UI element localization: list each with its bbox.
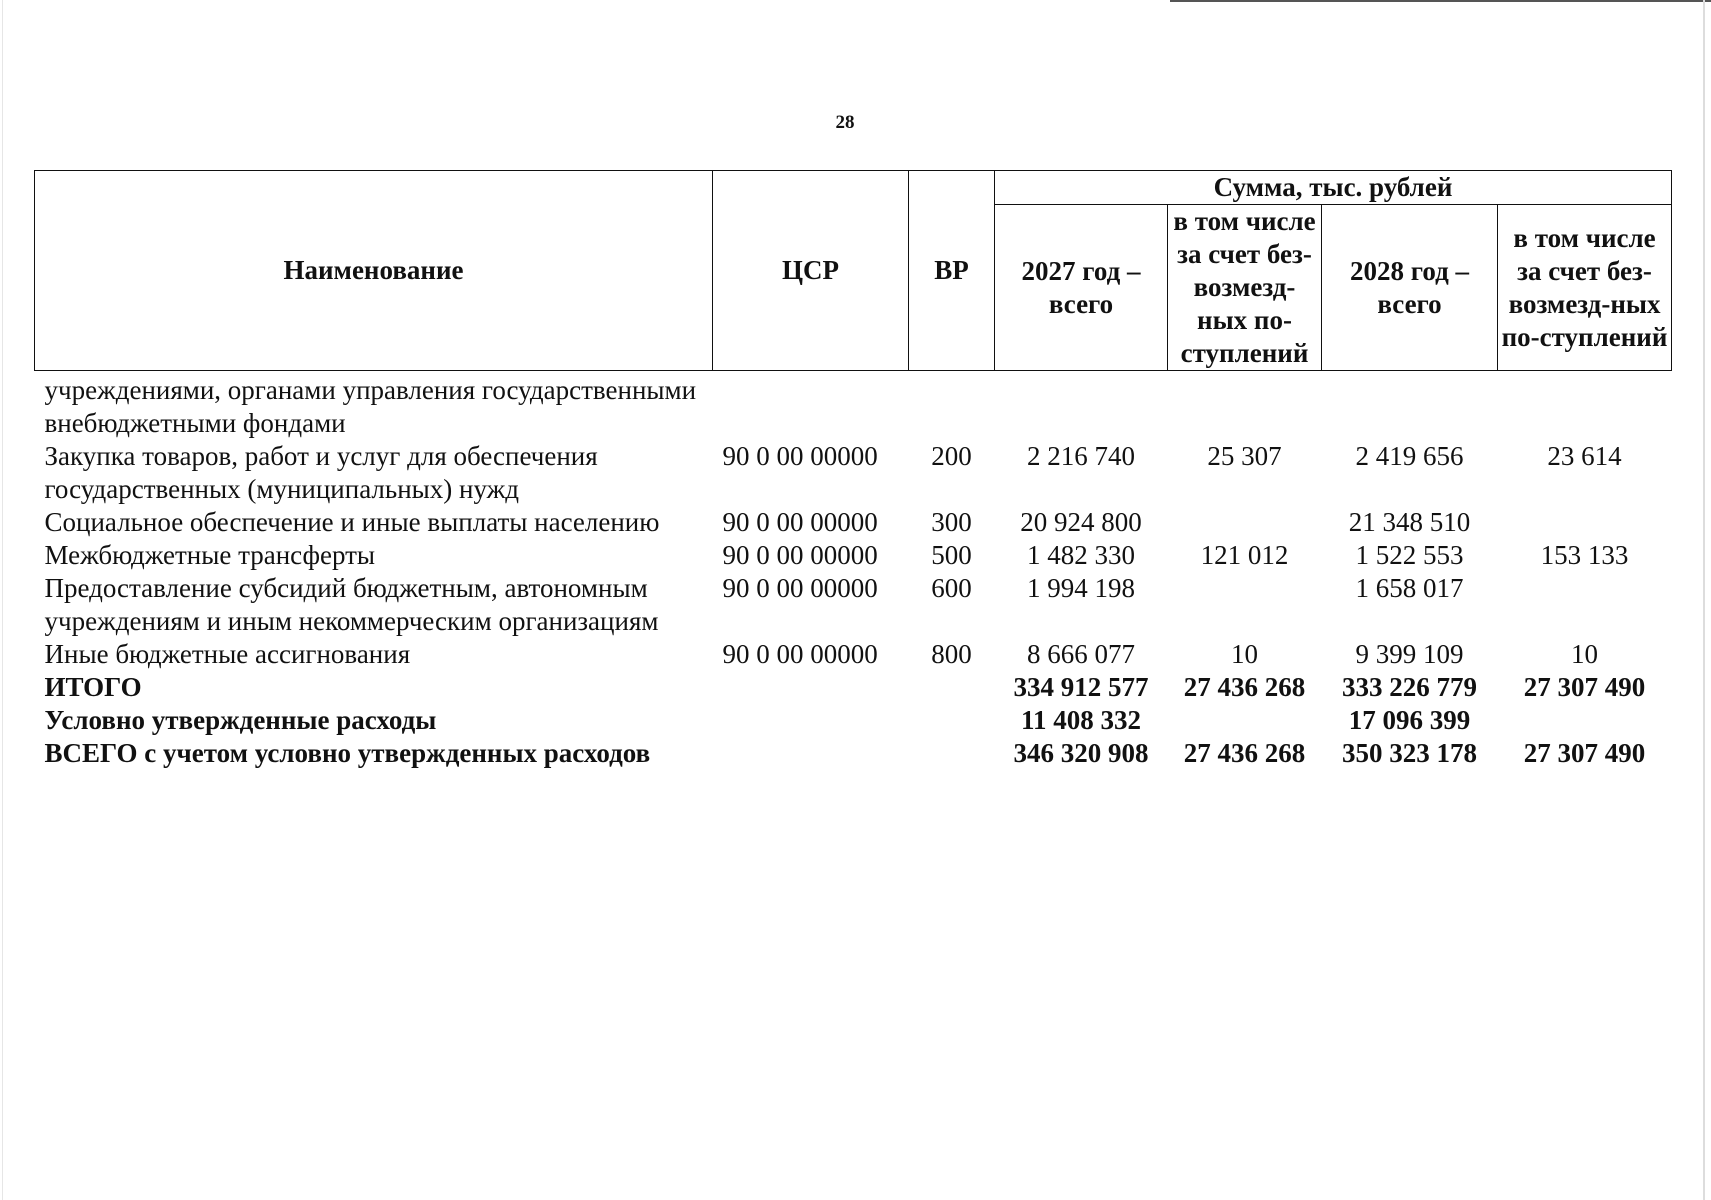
total-y2-subsidy: 27 307 490: [1523, 672, 1646, 702]
row-vr: 600: [931, 573, 972, 603]
row-y1-subsidy: 10: [1231, 639, 1258, 669]
row-name: Закупка товаров, работ и услуг для обеспечения государственных (муниципальных) нужд: [44, 441, 598, 504]
row-y2-subsidy: 23 614: [1547, 441, 1622, 471]
header-year1-subsidy: в том числе за счет без-возмезд-ных по-ступлений: [1168, 205, 1322, 371]
total-y2-total: 17 096 399: [1348, 705, 1471, 735]
total-row: [35, 737, 1672, 770]
row-csr: 90 0 00 00000: [722, 441, 878, 471]
header-year2-total: 2028 год – всего: [1322, 205, 1498, 371]
row-y2-subsidy: 10: [1571, 639, 1599, 669]
row-y1-subsidy: 25 307: [1207, 441, 1282, 471]
row-name: Межбюджетные трансферты: [44, 540, 376, 570]
total-y1-subsidy: 27 436 268: [1183, 738, 1306, 768]
scan-right-edge: [1703, 0, 1705, 1200]
total-y1-subsidy: 27 436 268: [1183, 672, 1306, 702]
row-y1-subsidy: [1168, 371, 1322, 441]
budget-table: [34, 170, 1672, 770]
header-year1-total: 2027 год – всего: [995, 205, 1168, 371]
row-vr: [909, 371, 995, 441]
row-y1-subsidy: [1168, 572, 1322, 638]
row-name: Иные бюджетные ассигнования: [44, 639, 411, 669]
row-y1-subsidy: 121 012: [1200, 540, 1289, 570]
header-vr: ВР: [909, 171, 995, 371]
total-name: ВСЕГО с учетом условно утвержденных расходов: [44, 738, 651, 768]
header-sum-group: Сумма, тыс. рублей: [995, 171, 1672, 205]
row-y2-subsidy: [1498, 506, 1672, 539]
row-csr: [713, 371, 909, 441]
row-y1-subsidy: [1168, 506, 1322, 539]
table-row: [35, 572, 1672, 638]
row-y1-total: 2 216 740: [1027, 441, 1135, 471]
row-y2-subsidy: [1498, 371, 1672, 441]
row-y1-total: 20 924 800: [1020, 507, 1142, 537]
row-y1-total: 8 666 077: [1027, 639, 1135, 669]
total-name: ИТОГО: [44, 672, 142, 702]
row-vr: 500: [931, 540, 972, 570]
table-row: [35, 638, 1672, 671]
total-row: [35, 704, 1672, 737]
row-y2-total: 9 399 109: [1355, 639, 1464, 669]
total-y2-total: 333 226 779: [1342, 672, 1477, 702]
row-y1-total: [995, 371, 1168, 441]
scan-top-rule: [1170, 0, 1711, 2]
row-vr: 300: [931, 507, 972, 537]
row-y2-total: 21 348 510: [1348, 507, 1471, 537]
row-y2-total: 1 658 017: [1355, 573, 1464, 603]
table-header: [35, 171, 1672, 371]
row-y1-total: 1 482 330: [1027, 540, 1135, 570]
total-y2-total: 350 323 178: [1342, 738, 1477, 768]
row-vr: 200: [931, 441, 972, 471]
table-body: [35, 371, 1672, 771]
table-row: [35, 539, 1672, 572]
row-name: Социальное обеспечение и иные выплаты населению: [44, 507, 660, 537]
total-y1-total: 334 912 577: [1013, 672, 1149, 702]
total-y1-subsidy: [1168, 704, 1322, 737]
row-csr: 90 0 00 00000: [722, 639, 878, 669]
total-y1-total: 346 320 908: [1013, 738, 1149, 768]
row-csr: 90 0 00 00000: [722, 540, 878, 570]
row-name: учреждениями, органами управления государственными внебюджетными фондами: [44, 375, 697, 438]
row-name: Предоставление субсидий бюджетным, автономным учреждениям и иным некоммерческим организациям: [44, 573, 659, 636]
scan-left-edge: [2, 0, 3, 1200]
table-row: [35, 371, 1672, 441]
row-y2-subsidy: 153 133: [1540, 540, 1629, 570]
row-y2-total: 2 419 656: [1355, 441, 1464, 471]
row-csr: 90 0 00 00000: [722, 573, 878, 603]
row-y2-total: [1322, 371, 1498, 441]
total-name: Условно утвержденные расходы: [44, 705, 437, 735]
row-csr: 90 0 00 00000: [722, 507, 878, 537]
table-row: [35, 506, 1672, 539]
header-csr: ЦСР: [713, 171, 909, 371]
page-number: 28: [835, 112, 855, 133]
row-y1-total: 1 994 198: [1027, 573, 1135, 603]
total-y2-subsidy: [1498, 704, 1672, 737]
table-row: [35, 440, 1672, 506]
row-y2-subsidy: [1498, 572, 1672, 638]
row-y2-total: 1 522 553: [1355, 540, 1464, 570]
header-year2-subsidy: в том числе за счет без-возмезд-ных по-ступлений: [1498, 205, 1672, 371]
total-y1-total: 11 408 332: [1020, 705, 1141, 735]
total-row: [35, 671, 1672, 704]
row-vr: 800: [931, 639, 972, 669]
header-name: Наименование: [35, 171, 713, 371]
total-y2-subsidy: 27 307 490: [1523, 738, 1646, 768]
